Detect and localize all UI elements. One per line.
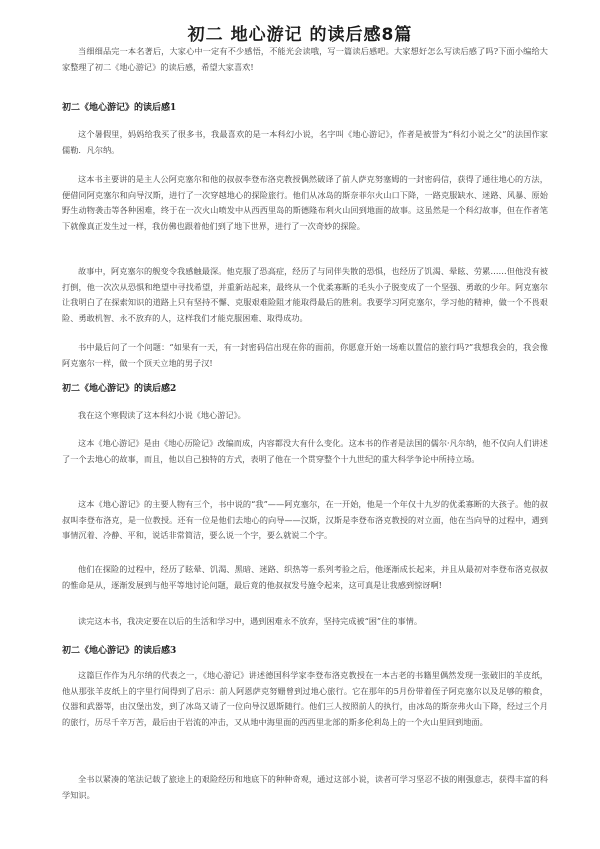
section-1-paragraph-1: 这个暑假里，妈妈给我买了很多书，我最喜欢的是一本科幻小说，名字叫《地心游记》，作者是被誉为“科幻小说之父”的法国作家儒勒．凡尔纳。 [62,129,548,155]
section-3-paragraph-1: 这篇巨作作为凡尔纳的代表之一，《地心游记》讲述德国科学家李登布洛克教授在一本古老的书籍里偶然发现一张破旧的羊皮纸，他从那张羊皮纸上的字里行间得到了启示：前人阿恩萨克努姗曾到过地心旅行。它在那年的5月份带着侄子阿克塞尔以及足够的粮食，仪器和武器等，由汉堡出发，到了冰岛又请了一位向导汉恩斯随行。他们三人按照前人的执行，由冰岛的斯奈弗火山下降，经过三个月的旅行，历尽千辛万苦，最后由于岩流的冲击，又从地中海里面的西西里北部的斯多伦利岛上的一个火山里回到地面。 [62,670,548,727]
section-heading-3: 初二《地心游记》的读后感3 [62,646,177,656]
section-1-paragraph-3: 故事中，阿克塞尔的舰变令我感触最深。他克服了恐高症，经历了与同伴失散的恐惧，也经历了饥渴、晕眩、劳累……但他没有被打倒，他一次次从恐惧和绝望中寻找希望，并重新站起来，最终从一个优柔寡断的毛头小子脱变成了一个坚强、勇敢的少年。阿克塞尔让我明白了在探索知识的道路上只有坚持不懈、克服艰难险阻才能取得最后的胜利。我要学习阿克塞尔，学习他的精神，做一个不畏艰险、勇敢机智、永不放弃的人，这样我们才能克服困难、取得成功。 [62,266,548,323]
page-title: 初二 地心游记 的读后感8篇 [187,25,413,45]
section-2-paragraph-1: 我在这个寒假读了这本科幻小说《地心游记》。 [78,410,246,420]
section-heading-1: 初二《地心游记》的读后感1 [62,103,177,113]
section-2-paragraph-4: 他们在探险的过程中，经历了眩晕、饥渴、黑暗、迷路、织热等一系列考验之后，他逐渐成长起来，并且从最初对李登布洛克叔叔的惟命是从，逐渐发展到与他平等地讨论问题，最后竟的他叔叔发号施令起来，这可真是让我感到惊讶啊! [62,564,548,590]
intro-paragraph: 当细细品完一本名著后，大家心中一定有不少感悟，不能光会读哦，写一篇读后感吧。大家想好怎么写读后感了吗?下面小编给大家整理了初二《地心游记》的读后感，希望大家喜欢! [62,46,548,72]
section-heading-2: 初二《地心游记》的读后感2 [62,384,177,394]
section-1-paragraph-2: 这本书主要讲的是主人公阿克塞尔和他的叔叔李登布洛克教授偶然破译了前人萨克努塞姆的一封密码信，获得了通往地心的方法，便借同阿克塞尔和向导汉斯，进行了一次穿越地心的探险旅行。他们从冰岛的斯奈菲尔火山口下降，一路克服缺水、迷路、风暴、原始野生动物袭击等各种困难，终于在一次火山喷发中从西西里岛的斯德隆布利火山回到地面的故事。这虽然是一个科幻故事，但在作者笔下就像真正发生过一样，我仿佛也跟着他们到了地下世界，进行了一次奇妙的探险。 [62,174,548,231]
section-2-paragraph-5: 读完这本书，我决定要在以后的生活和学习中，遇到困难永不放弃，坚持完成被“困”住的事情。 [78,616,423,626]
section-2-paragraph-2: 这本《地心游记》是由《地心历险记》改编而成，内容都没大有什么变化。这本书的作者是法国的儒尔·凡尔纳，他不仅向人们讲述了一个去地心的故事，而且，他以自己独特的方式，表明了他在一个贯穿整个十九世纪的重大科学争论中所持立场。 [62,438,548,464]
section-3-paragraph-2: 全书以紧凑的笔法记载了旅途上的艰险经历和地底下的种种奇观，通过这部小说，读者可学习坚忍不拔的刚强意志，获得丰富的科学知识。 [62,774,548,800]
section-1-paragraph-4: 书中最后问了一个问题：“如果有一天，有一封密码信出现在你的面前，你愿意开始一场难以置信的旅行吗?”我想我会的，我会像阿克塞尔一样，做一个顶天立地的男子汉! [62,342,548,368]
section-2-paragraph-3: 这本《地心游记》的主要人物有三个，书中说的“我”——阿克塞尔，在一开始，他是一个年仅十九岁的优柔寡断的大孩子。他的叔叔叫李登布洛克，是一位教授。还有一位是他们去地心的向导——汉斯，汉斯是李登布洛克教授的对立面，他在当向导的过程中，遇到事情沉着、冷静、平和，说话非常简洁，要么说一个字，要么就说二个字。 [62,499,548,540]
